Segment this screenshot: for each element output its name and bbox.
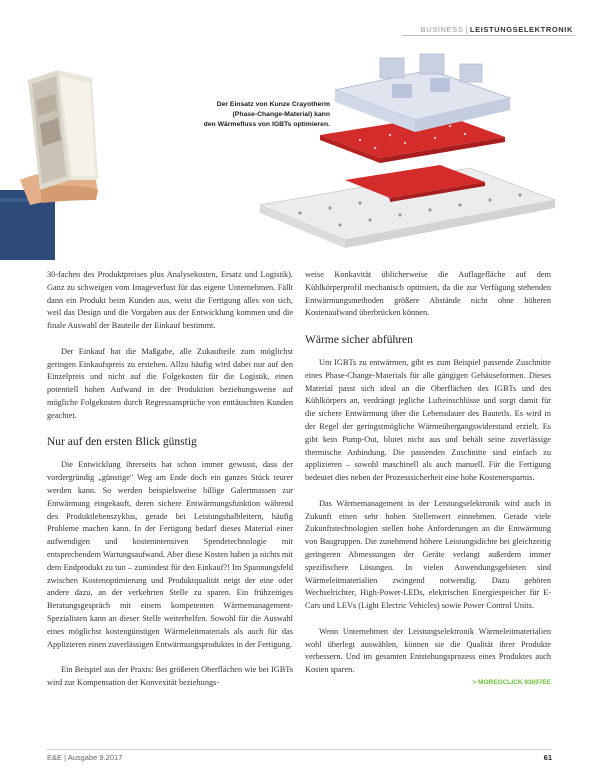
figure-caption xyxy=(170,100,330,130)
moreoclick-link[interactable]: > MOREOCLICK 93697EE xyxy=(472,678,551,686)
caption-line: (Phase-Change-Material) kann xyxy=(232,111,330,118)
page-number: 61 xyxy=(543,753,552,762)
body-paragraph: Ein Beispiel aus der Praxis: Bei größeren Oberflächen wie bei IGBTs wird zur Kompensation der Konvexität beziehungs- xyxy=(47,665,293,687)
header-category: LEISTUNGSELEKTRONIK xyxy=(469,25,573,34)
running-header xyxy=(421,25,573,34)
footer-issue: E&E | Ausgabe 9.2017 xyxy=(47,753,123,762)
section-heading: Nur auf den ersten Blick günstig xyxy=(47,436,197,449)
body-paragraph: Das Wärmemanagement in der Leistungselektronik wird auch in Zukunft einen sehr hohen Stellenwert einnehmen. Gerade viele Zukunftstechnologien stellen hohe Anforderungen an die Entwärmung von Baugruppen. Die zunehmend höhere Leistungsdichte bei gleichzeitig geringeren Abmessungen der Geräte verlangt außerdem immer spezifischere Lösungen. In vielen Anwendungsgebieten sind Wärmeleitmaterialien zwingend notwendig. Dazu gehören Wechselrichter, High-Power-LEDs, elektrischen Energiespeicher für E-Cars und LEVs (Light Electric Vehicles) sowie Power Control Units. xyxy=(305,498,551,611)
header-separator: | xyxy=(465,25,468,34)
caption-line: den Wärmefluss von IGBTs optimieren. xyxy=(203,121,330,128)
igbt-layer-stack xyxy=(260,54,555,248)
body-paragraph: Um IGBTs zu entwärmen, gibt es zum Beispiel passende Zuschnitte eines Phase-Change-Materials für alle gängigen Gehäuseformen. Dieses Material passt sich ideal an die Oberflächen des IGBTs und des Kühlkörpers an, verdrängt jegliche Lufteinschlüsse und sorgt damit für die sichere Entwärmung über die Lebensdauer des Bauteils. Es wird in der Regel der geringstmögliche Wärmeübergangswiderstand erzielt. Es gibt kein Pump-Out, blutet nicht aus und behält seine zuverlässige thermische Anbindung. Die passenden Zuschnitte sind einfach zu applizieren – sowohl maschinell als auch manuell. Für die Fertigung bedeutet dies neben der Prozesssicherheit eine hohe Kostenersparnis. xyxy=(305,357,551,483)
body-paragraph: 30-fachen des Produktpreises plus Analysekosten, Ersatz und Logistik). Ganz zu schweigen vom Imageverlust für das eigene Unternehmen. Fällt dann ein Produkt beim Kunden aus, weist die Fertigung alles von sich, weil das Design und die Vorgaben aus der Entwicklung kommen und die finale Auswahl der Bauteile der Einkauf bestimmt. xyxy=(47,270,293,331)
body-paragraph: Die Entwicklung ihrerseits hat schon immer gewusst, dass der vordergründig „günstige" Weg am Ende doch ein ganzes Stück teurer werden kann. So werden beispielsweise billige Galertmassen zur Entwärmung eingekauft, deren sichere Entwärmungsfunktion während des Produktlebenszyklus, gerade bei Leistungshalbleitern, häufig Probleme machen kann. In der Fertigung bedarf dieses Material einer aufwendigen und kostenintensiven Spendetechnologie mit entsprechendem Wartungsaufwand. Aber diese Kosten haben ja nichts mit dem Endprodukt zu tun – zumindest für den Einkauf?! Im Spannungsfeld zwischen Kostenoptimierung und Produktqualität neigt der eine oder andere dazu, an der verkehrten Stelle zu sparen. Ein frühzeitiges Beratungsgespräch mit einem kompetenten Wärmemanagement-Spezialisten kann an dieser Stelle weiterhelfen. Sowohl für die Auswahl eines möglichst kostengünstigen Wärmeleitmaterials als auch für das Applizieren einen zuverlässigen Entwärmungsproduktes in der Fertigung. xyxy=(47,460,293,649)
right-column xyxy=(305,269,551,690)
body-paragraph: Der Einkauf hat die Maßgabe, alle Zukaufteile zum möglichst geringen Einkaufspreis zu erstehen. Allzu häufig wird dabei nur auf den Einzelpreis und nicht auf die Folgekosten für die Logistik, einen potentiell hohen Aufwand in der Produktion beziehungsweise auf mögliche Folgekosten durch Regressansprüche von enttäuschten Kunden geachtet. xyxy=(47,346,293,420)
footer-rule xyxy=(47,749,552,750)
section-heading: Wärme sicher abführen xyxy=(305,333,413,346)
booklet-hand-image xyxy=(0,70,98,260)
caption-line: Der Einsatz von Kunze Crayotherm xyxy=(216,101,330,108)
header-rule xyxy=(402,35,575,36)
article-figure xyxy=(0,40,595,265)
body-paragraph: weise Konkavität üblicherweise die Auflagefläche auf dem Kühlkörperprofil mechanisch optimiert, da die zur Verfügung stehenden Entwärmungsmethoden größere Abstände nicht ohne höheren Kostenaufwand überbrücken können. xyxy=(305,270,551,318)
left-column xyxy=(47,269,293,690)
header-section: BUSINESS xyxy=(420,25,464,34)
body-paragraph: Wenn Unternehmen der Leistungselektronik Wärmeleitmaterialien wohl überlegt auswählen, können sie die Qualität ihrer Produkte verbessern. Und im gesamten Entstehungsprozess eines Produktes auch Kosten sparen. xyxy=(305,626,551,675)
